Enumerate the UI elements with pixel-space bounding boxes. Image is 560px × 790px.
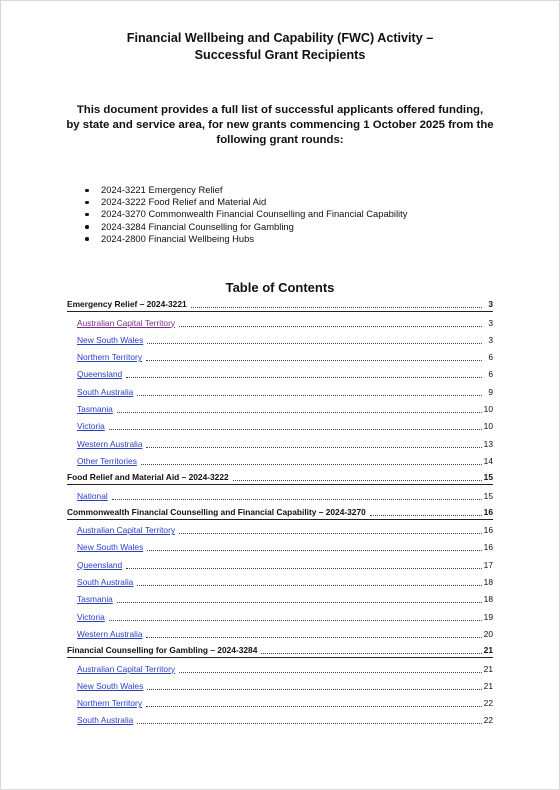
page-number: 6 (488, 369, 493, 380)
toc-link[interactable]: New South Wales (77, 542, 144, 553)
toc-link[interactable]: South Australia (77, 715, 134, 726)
dot-leader (146, 705, 482, 707)
page-number: 10 (483, 421, 493, 432)
toc-link[interactable]: Victoria (77, 421, 105, 432)
grant-round-item: 2024-3284 Financial Counselling for Gambling (81, 221, 407, 233)
title-line-1: Financial Wellbeing and Capability (FWC) Activity – (126, 31, 434, 45)
dot-leader (179, 325, 482, 327)
toc-heading: Table of Contents (225, 280, 335, 295)
toc-section-entry[interactable] (67, 468, 493, 485)
toc-link-entry[interactable] (67, 347, 493, 364)
toc-link-entry[interactable] (67, 364, 493, 381)
toc-section-entry[interactable] (67, 295, 493, 312)
toc-link[interactable]: Tasmania (77, 404, 113, 415)
toc-link[interactable]: Australian Capital Territory (77, 663, 176, 674)
toc-link-entry[interactable] (67, 710, 493, 727)
page-number: 10 (483, 404, 493, 415)
dot-leader (109, 428, 482, 430)
dot-leader (109, 619, 482, 621)
toc-link-entry[interactable] (67, 485, 493, 502)
page-number: 16 (483, 506, 493, 517)
grant-round-item: 2024-3222 Food Relief and Material Aid (81, 196, 407, 208)
toc-section-entry[interactable] (67, 641, 493, 658)
dot-leader (147, 342, 482, 344)
toc-link-entry[interactable] (67, 589, 493, 606)
document-title (41, 30, 519, 64)
toc-link[interactable]: Northern Territory (77, 698, 143, 709)
intro-line-2: by state and service area, for new grants commencing 1 October 2025 from the (66, 119, 494, 131)
toc-link-entry[interactable] (67, 537, 493, 554)
toc-link[interactable]: Northern Territory (77, 352, 143, 363)
dot-leader (233, 479, 482, 481)
toc-section-title: Financial Counselling for Gambling – 2024-3284 (67, 645, 258, 656)
toc-section-title: Emergency Relief – 2024-3221 (67, 299, 187, 310)
toc-link-entry[interactable] (67, 451, 493, 468)
page-number: 14 (483, 455, 493, 466)
toc-link-entry[interactable] (67, 693, 493, 710)
toc-link[interactable]: Tasmania (77, 594, 113, 605)
toc-link-entry[interactable] (67, 381, 493, 398)
page-number: 15 (483, 472, 493, 483)
toc-link-entry[interactable] (67, 676, 493, 693)
dot-leader (112, 498, 482, 500)
page-number: 19 (483, 611, 493, 622)
page-number: 21 (483, 680, 493, 691)
page-number: 21 (483, 645, 493, 656)
toc-link[interactable]: New South Wales (77, 680, 144, 691)
dot-leader (146, 446, 481, 448)
toc-link[interactable]: South Australia (77, 577, 134, 588)
page-number: 22 (483, 715, 493, 726)
toc-link[interactable]: Western Australia (77, 438, 143, 449)
toc-link-entry[interactable] (67, 399, 493, 416)
toc-section-entry[interactable] (67, 503, 493, 520)
page-number: 21 (483, 663, 493, 674)
page-number: 17 (483, 559, 493, 570)
page-number: 22 (483, 698, 493, 709)
grant-round-item: 2024-3270 Commonwealth Financial Counselling and Financial Capability (81, 208, 407, 220)
toc-link[interactable]: Australian Capital Territory (77, 525, 176, 536)
toc-link-entry[interactable] (67, 658, 493, 675)
dot-leader (126, 567, 482, 569)
dot-leader (147, 688, 481, 690)
page-number: 9 (488, 386, 493, 397)
toc-link[interactable]: Other Territories (77, 455, 137, 466)
grant-round-item: 2024-3221 Emergency Relief (81, 184, 407, 196)
dot-leader (261, 652, 481, 654)
toc-link-entry[interactable] (67, 572, 493, 589)
grant-round-item: 2024-2800 Financial Wellbeing Hubs (81, 233, 407, 245)
toc-link[interactable]: New South Wales (77, 334, 144, 345)
toc-link-entry[interactable] (67, 606, 493, 623)
dot-leader (179, 532, 482, 534)
dot-leader (147, 549, 481, 551)
dot-leader (370, 514, 482, 516)
intro-line-3: following grant rounds: (216, 134, 344, 146)
dot-leader (117, 601, 482, 603)
page-number: 18 (483, 594, 493, 605)
toc-link-entry[interactable] (67, 554, 493, 571)
dot-leader (146, 636, 481, 638)
page-number: 16 (483, 525, 493, 536)
toc-link[interactable]: Victoria (77, 611, 105, 622)
page-number: 20 (483, 628, 493, 639)
page-number: 18 (483, 577, 493, 588)
toc-section-title: Food Relief and Material Aid – 2024-3222 (67, 472, 229, 483)
dot-leader (117, 411, 482, 413)
dot-leader (191, 306, 482, 308)
toc-link[interactable]: South Australia (77, 386, 134, 397)
intro-paragraph (51, 103, 509, 148)
intro-line-1: This document provides a full list of successful applicants offered funding, (76, 104, 484, 116)
toc-link[interactable]: Australian Capital Territory (77, 317, 176, 328)
page-number: 13 (483, 438, 493, 449)
toc-link[interactable]: Queensland (77, 369, 123, 380)
grant-rounds-list (81, 184, 407, 245)
dot-leader (179, 671, 482, 673)
dot-leader (146, 359, 482, 361)
page-number: 3 (488, 334, 493, 345)
page-number: 3 (488, 299, 493, 310)
dot-leader (141, 463, 482, 465)
toc-link[interactable]: Queensland (77, 559, 123, 570)
toc-link-entry[interactable] (67, 312, 493, 329)
toc-link-entry[interactable] (67, 433, 493, 450)
toc-section-title: Commonwealth Financial Counselling and Financial Capability – 2024-3270 (67, 506, 366, 517)
dot-leader (137, 394, 482, 396)
toc-link-entry[interactable] (67, 330, 493, 347)
dot-leader (126, 376, 482, 378)
dot-leader (137, 722, 481, 724)
toc-link-entry[interactable] (67, 416, 493, 433)
page-number: 6 (488, 352, 493, 363)
title-line-2: Successful Grant Recipients (194, 48, 366, 62)
toc-link-entry[interactable] (67, 624, 493, 641)
toc-link[interactable]: National (77, 490, 108, 501)
page-number: 16 (483, 542, 493, 553)
page-number: 15 (483, 490, 493, 501)
page-number: 3 (488, 317, 493, 328)
toc-link-entry[interactable] (67, 520, 493, 537)
table-of-contents (67, 295, 493, 727)
toc-link[interactable]: Western Australia (77, 628, 143, 639)
dot-leader (137, 584, 481, 586)
